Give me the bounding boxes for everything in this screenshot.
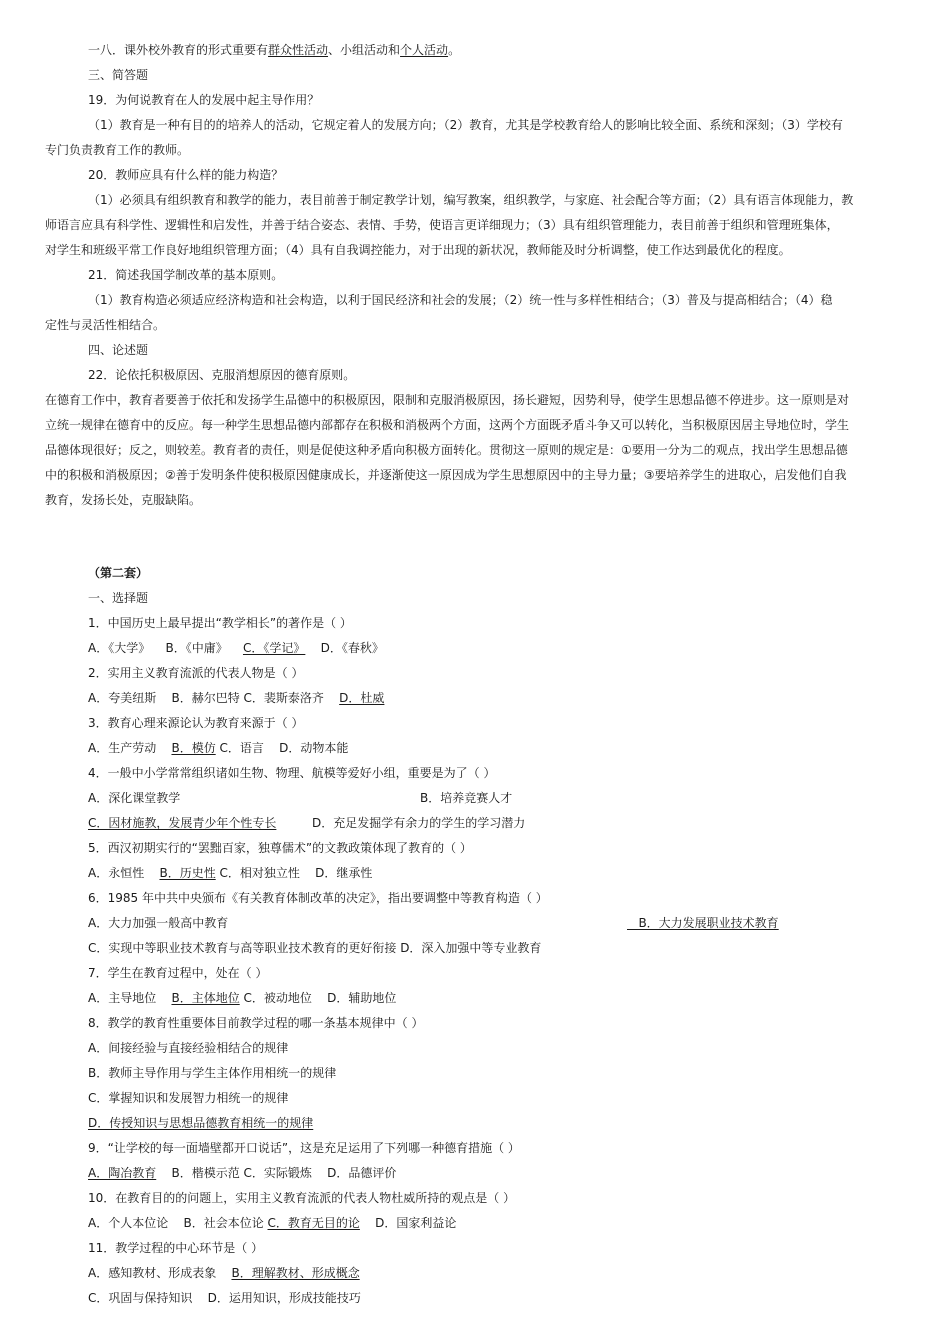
options-6cd: C．实现中等职业技术教育与高等职业技术教育的更好衔接 D．深入加强中等专业教育: [88, 941, 542, 955]
answer-22-line: 品德体现很好；反之，则较差。教育者的责任，则是促使这种矛盾向积极方面转化。贯彻这一原则的规定是：①要用一分为二的观点，找出学生思想品德: [45, 443, 848, 457]
correct-option: D．传授知识与思想品德教育相统一的规律: [88, 1116, 314, 1130]
set-title: （第二套）: [88, 566, 149, 580]
section-heading-essay: 四、论述题: [88, 343, 149, 357]
section-heading-choice: 一、选择题: [88, 591, 149, 605]
options-11cd: C．巩固与保持知识 D．运用知识，形成技能技巧: [88, 1291, 361, 1305]
question-19: 19．为何说教育在人的发展中起主导作用？: [88, 93, 320, 107]
options-1: [88, 640, 384, 656]
correct-option: B．理解教材、形成概念: [231, 1266, 360, 1280]
answer-22-line: 立统一规律在德育中的反应。每一种学生思想品德内部都存在积极和消极两个方面，这两个方面既矛盾斗争又可以转化，当积极原因居主导地位时，学生: [45, 418, 850, 432]
option-8a: A．间接经验与直接经验相结合的规律: [88, 1041, 289, 1055]
answer-20-line: （1）必须具有组织教育和教学的能力，表目前善于制定教学计划，编写教案，组织教学，与家庭、社会配合等方面；（2）具有语言体现能力，教: [88, 193, 854, 207]
options-2: [88, 690, 384, 706]
option-text: D．《春秋》: [305, 641, 384, 655]
correct-option: C．因材施教，发展青少年个性专长: [88, 816, 277, 830]
option-text: C．语言 D．动物本能: [215, 741, 349, 755]
option-8c: C．掌握知识和发展智力相统一的规律: [88, 1091, 289, 1105]
option-text: A．生产劳动: [88, 741, 172, 755]
correct-option: B．大力发展职业技术教育: [627, 916, 779, 930]
option-6a: A．大力加强一般高中教育: [88, 916, 229, 930]
option-text: D．国家利益论: [359, 1216, 457, 1230]
options-10: [88, 1215, 456, 1231]
q18-text: 一八．课外校外教育的形式重要有: [88, 43, 269, 57]
section-heading-short-answer: 三、简答题: [88, 68, 149, 82]
q18-answer-1: 群众性活动: [268, 43, 329, 57]
options-9: [88, 1165, 396, 1181]
question-20: 20．教师应具有什么样的能力构造？: [88, 168, 284, 182]
option-text: A．永恒性: [88, 866, 160, 880]
option-4d: D．充足发掘学有余力的学生的学习潜力: [312, 816, 526, 830]
option-text: A．感知教材、形成表象: [88, 1266, 232, 1280]
answer-19-line: （1）教育是一种有目的的培养人的活动，它规定着人的发展方向；（2）教育，尤其是学校教育给人的影响比较全面、系统和深刻；（3）学校有: [88, 118, 843, 132]
option-8b: B．教师主导作用与学生主体作用相统一的规律: [88, 1066, 337, 1080]
option-text: C．相对独立性 D．继承性: [215, 866, 373, 880]
question-1: 1．中国历史上最早提出“教学相长”的著作是（ ）: [88, 616, 352, 630]
option-text: A．个人本位论 B．社会本位论: [88, 1216, 268, 1230]
correct-option: C．教育无目的论: [267, 1216, 360, 1230]
question-21: 21．简述我国学制改革的基本原则。: [88, 268, 284, 282]
correct-option: A．陶冶教育: [88, 1166, 157, 1180]
option-text: A．《大学》 B．《中庸》: [88, 641, 243, 655]
question-8: 8．教学的教育性重要体目前教学过程的哪一条基本规律中（ ）: [88, 1016, 424, 1030]
answer-21-line: （1）教育构造必须适应经济构造和社会构造，以利于国民经济和社会的发展；（2）统一性与多样性相结合；（3）普及与提高相结合；（4）稳: [88, 293, 833, 307]
answer-19-line: 专门负责教育工作的教师。: [45, 143, 190, 157]
correct-option: C．《学记》: [242, 641, 306, 655]
question-7: 7．学生在教育过程中，处在（ ）: [88, 966, 268, 980]
question-9: 9．“让学校的每一面墙壁都开口说话”，这是充足运用了下列哪一种德育措施（ ）: [88, 1141, 520, 1155]
q18-line: [88, 42, 460, 58]
question-3: 3．教育心理来源论认为教育来源于（ ）: [88, 716, 304, 730]
options-7: [88, 990, 396, 1006]
question-11: 11．教学过程的中心环节是（ ）: [88, 1241, 264, 1255]
correct-option: D．杜威: [339, 691, 385, 705]
correct-option: B．历史性: [159, 866, 216, 880]
options-3: [88, 740, 348, 756]
q18-text-mid: 、小组活动和: [328, 43, 401, 57]
options-11ab: [88, 1265, 360, 1281]
correct-option: B．模仿: [171, 741, 216, 755]
answer-20-line: 对学生和班级平常工作良好地组织管理方面；（4）具有自我调控能力，对于出现的新状况，教师能及时分析调整，使工作达到最优化的程度。: [45, 243, 791, 257]
answer-22-line: 教育，发扬长处，克服缺陷。: [45, 493, 202, 507]
option-text: C．被动地位 D．辅助地位: [239, 991, 397, 1005]
question-6: 6．1985 年中共中央颁布《有关教育体制改革的决定》，指出要调整中等教育构造（ ）: [88, 891, 548, 905]
answer-21-line: 定性与灵活性相结合。: [45, 318, 166, 332]
option-4a: A．深化课堂教学: [88, 791, 181, 805]
q18-answer-2: 个人活动: [400, 43, 449, 57]
question-5: 5．西汉初期实行的“罢黜百家，独尊儒术”的文教政策体现了教育的（ ）: [88, 841, 472, 855]
option-text: A．主导地位: [88, 991, 172, 1005]
question-10: 10．在教育目的的问题上，实用主义教育流派的代表人物杜威所持的观点是（ ）: [88, 1191, 516, 1205]
option-text: A．夸美纽斯 B．赫尔巴特 C．裴斯泰洛齐: [88, 691, 340, 705]
question-4: 4．一般中小学常常组织诸如生物、物理、航模等爱好小组，重要是为了（ ）: [88, 766, 496, 780]
question-2: 2．实用主义教育流派的代表人物是（ ）: [88, 666, 304, 680]
q18-text-end: 。: [448, 43, 461, 57]
answer-22-line: 中的积极和消极原因；②善于发明条件使积极原因健康成长，并逐渐使这一原因成为学生思想原因中的主导力量；③要培养学生的进取心，启发他们自我: [45, 468, 847, 482]
option-text: B．楷模示范 C．实际锻炼 D．品德评价: [156, 1166, 397, 1180]
option-4b: B．培养竞赛人才: [420, 791, 513, 805]
answer-20-line: 师语言应具有科学性、逻辑性和启发性，并善于结合姿态、表情、手势，使语言更详细现力；（3）具有组织管理能力，表目前善于组织和管理班集体，: [45, 218, 839, 232]
correct-option: B．主体地位: [171, 991, 240, 1005]
options-5: [88, 865, 372, 881]
answer-22-line: 在德育工作中，教育者要善于依托和发扬学生品德中的积极原因，限制和克服消极原因，扬长避短，因势利导，使学生思想品德不停进步。这一原则是对: [45, 393, 850, 407]
question-22: 22．论依托积极原因、克服消想原因的德育原则。: [88, 368, 356, 382]
